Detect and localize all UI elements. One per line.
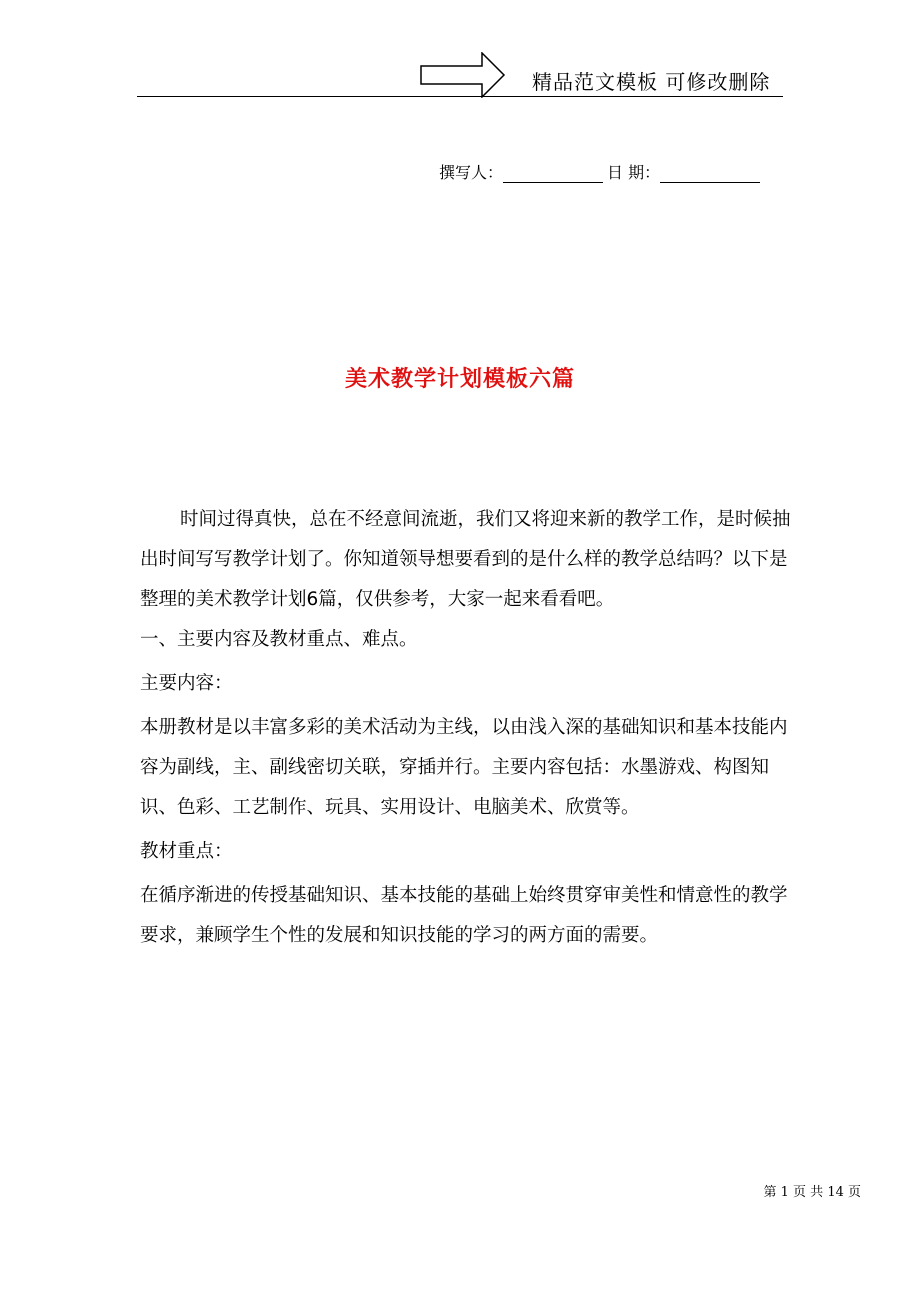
document-body xyxy=(140,500,792,956)
date-label: 日 期： xyxy=(607,163,661,182)
author-label: 撰写人： xyxy=(439,163,504,182)
header-divider xyxy=(137,96,783,97)
date-blank xyxy=(660,164,760,183)
header-template-label: 精品范文模板 可修改删除 xyxy=(532,70,771,94)
intro-paragraph: 时间过得真快，总在不经意间流逝，我们又将迎来新的教学工作，是时候抽出时间写写教学计划了。你知道领导想要看到的是什么样的教学总结吗？以下是整理的美术教学计划6篇，仅供参考，大家一起来看看吧。 xyxy=(140,509,791,610)
subheading-key-points: 教材重点： xyxy=(140,841,233,862)
subheading-main-content: 主要内容： xyxy=(140,673,233,694)
main-content-paragraph: 本册教材是以丰富多彩的美术活动为主线，以由浅入深的基础知识和基本技能内容为副线，主、副线密切关联，穿插并行。主要内容包括：水墨游戏、构图知识、色彩、工艺制作、玩具、实用设计、电脑美术、欣赏等。 xyxy=(140,717,788,818)
arrow-icon xyxy=(420,52,506,98)
section-heading-1: 一、主要内容及教材重点、难点。 xyxy=(140,629,418,650)
author-date-row xyxy=(439,160,760,183)
author-blank xyxy=(503,164,603,183)
page-number: 第 1 页 共 14 页 xyxy=(763,1185,861,1200)
document-title: 美术教学计划模板六篇 xyxy=(344,367,575,392)
key-points-paragraph: 在循序渐进的传授基础知识、基本技能的基础上始终贯穿审美性和情意性的教学要求，兼顾学生个性的发展和知识技能的学习的两方面的需要。 xyxy=(140,885,788,946)
